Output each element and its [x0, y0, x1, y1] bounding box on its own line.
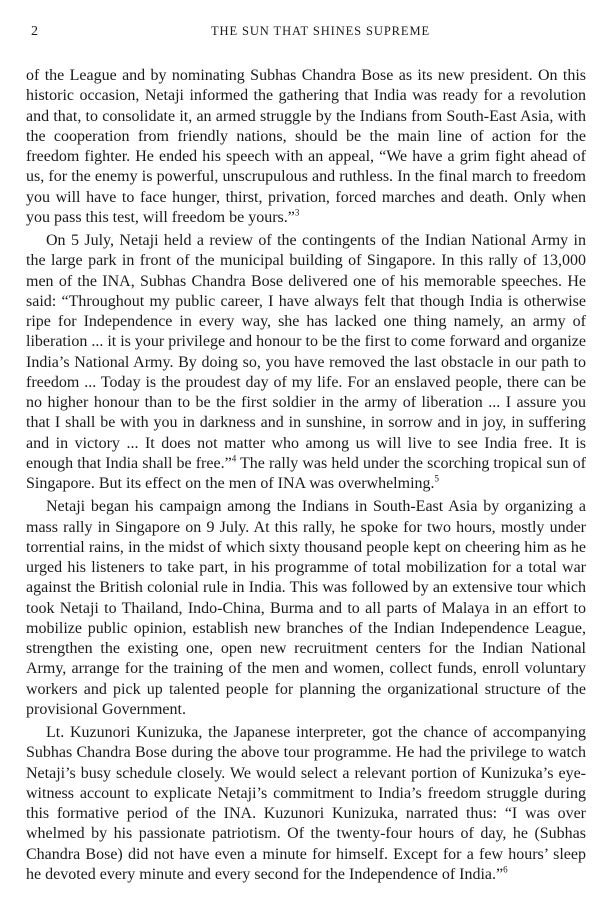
footnote-marker: 6 [503, 864, 508, 875]
paragraph-text: of the League and by nominating Subhas Chandra Bose as its new president. On this historic occasion, Netaji informed the gathering that India was ready for a revolution and that, to consolidate it, an armed struggle by the Indians from South-East Asia, with the cooperation from friendly nations, should be the main line of action for the freedom fighter. He ended his speech with an appeal, “We have a grim fight ahead of us, for the enemy is powerful, unscrupulous and ruthless. In the final march to freedom you will have to face hunger, thirst, privation, forced marches and death. Only when you pass this test, will freedom be yours.” [26, 67, 586, 226]
paragraph-text: Lt. Kuzunori Kunizuka, the Japanese interpreter, got the chance of accompanying Subhas Chandra Bose during the above tour programme. He had the privilege to watch Netaji’s busy schedule closely. We would select a relevant portion of Kunizuka’s eye-witness account to explicate Netaji’s commitment to India’s freedom struggle during this formative period of the INA. Kuzunori Kunizuka, narrated thus: “I was over whelmed by his passionate patriotism. Of the twenty-four hours of day, he (Subhas Chandra Bose) did not have even a minute for himself. Except for a few hours’ sleep he devoted every minute and every second for the Independence of India.” [26, 724, 586, 883]
footnote-marker: 3 [294, 207, 300, 218]
paragraph-text: Netaji began his campaign among the Indians in South-East Asia by organizing a mass rally in Singapore on 9 July. At this rally, he spoke for two hours, mostly under torrential rains, in the midst of which sixty thousand people kept on cheering him as he urged his listeners to take part, in his programme of total mobilization for a total war against the British colonial rule in India. This was followed by an extensive tour which took Netaji to Thailand, Indo-China, Burma and to all parts of Malaya in an effort to mobilize public opinion, establish new branches of the Indian Independence League, strengthen the existing one, open new recruitment centers for the Indian National Army, arrange for the training of the men and women, collect funds, enroll voluntary workers and pick up talented people for planning the organizational structure of the provisional Government. [26, 498, 586, 718]
footnote-marker: 4 [231, 453, 237, 464]
paragraph-4 [26, 723, 586, 885]
paragraph-3 [26, 497, 586, 720]
running-title: THE SUN THAT SHINES SUPREME [211, 24, 431, 38]
footnote-marker: 5 [434, 473, 440, 484]
page-header [31, 24, 580, 42]
page-number: 2 [31, 24, 38, 39]
paragraph-2 [26, 231, 586, 494]
paragraph-1 [26, 66, 586, 228]
paragraph-continuation: The rally was held under the scorching tropical sun of Singapore. But its effect on the men of INA was overwhelming. [26, 454, 587, 492]
paragraph-text: On 5 July, Netaji held a review of the contingents of the Indian National Army in the large park in front of the municipal building of Singapore. In this rally of 13,000 men of the INA, Subhas Chandra Bose delivered one of his memorable speeches. He said: “Throughout my public career, I have always felt that though India is otherwise ripe for Independence in every way, she has lacked one thing namely, an army of liberation ... it is your privilege and honour to be the first to come forward and organize India’s National Army. By doing so, you have removed the last obstacle in our path to freedom ... Today is the proudest day of my life. For an enslaved people, there can be no higher honour than to be the first soldier in the army of liberation ... I assure you that I shall be with you in darkness and in sunshine, in sorrow and in joy, in suffering and in victory ... It does not matter who among us will live to see India free. It is enough that India shall be free.” [26, 232, 586, 472]
page-body [26, 66, 586, 885]
